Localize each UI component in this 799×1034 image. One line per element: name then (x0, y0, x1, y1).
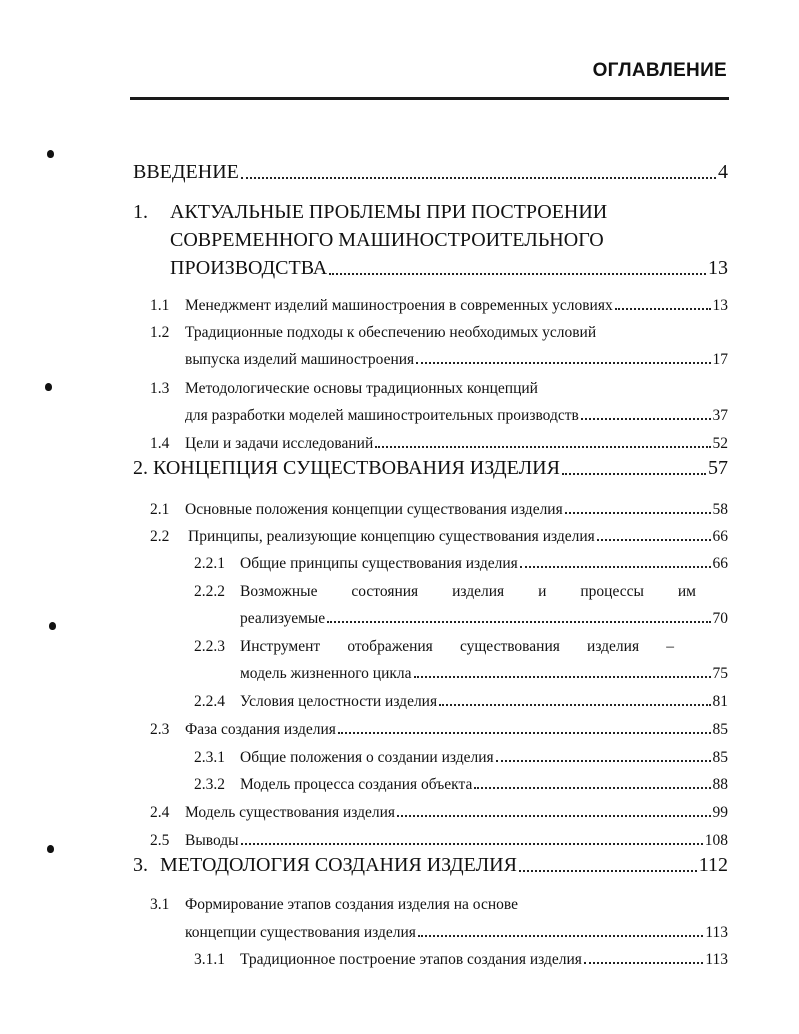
toc-entry-2-2-3-line2: модель жизненного цикла 75 (240, 665, 728, 682)
toc-entry-1-2[interactable]: 1.2 Традиционные подходы к обеспечению необходимых условий (150, 324, 597, 341)
page-number: 57 (708, 457, 728, 479)
toc-entry-2-3-2[interactable]: 2.3.2 Модель процесса создания объекта 88 (194, 776, 728, 793)
header-rule (130, 97, 729, 100)
toc-entry-2-3-1[interactable]: 2.3.1 Общие положения о создании изделия 85 (194, 749, 728, 766)
toc-entry-3-1-1[interactable]: 3.1.1 Традиционное построение этапов создания изделия 113 (194, 951, 728, 968)
page-number: 85 (712, 721, 728, 738)
page-number: 99 (712, 804, 728, 821)
toc-entry-3-1[interactable]: 3.1 Формирование этапов создания изделия на основе (150, 896, 518, 913)
page-number: 4 (718, 161, 728, 183)
margin-mark (47, 845, 54, 853)
toc-entry-1[interactable]: 1. АКТУАЛЬНЫЕ ПРОБЛЕМЫ ПРИ ПОСТРОЕНИИ (133, 201, 608, 223)
toc-entry-2-4[interactable]: 2.4 Модель существования изделия 99 (150, 804, 728, 821)
margin-mark (45, 383, 52, 391)
page-number: 58 (712, 501, 728, 518)
page-number: 17 (712, 351, 728, 368)
toc-entry-2-2-3[interactable]: 2.2.3 Инструмент отображения существования изделия – (194, 638, 674, 655)
margin-mark (49, 622, 56, 630)
toc-entry-2-2-1[interactable]: 2.2.1 Общие принципы существования изделия 66 (194, 555, 728, 572)
toc-entry-1-1[interactable]: 1.1 Менеджмент изделий машиностроения в современных условиях 13 (150, 297, 728, 314)
toc-entry-2-2[interactable]: 2.2 Принципы, реализующие концепцию существования изделия 66 (150, 528, 728, 545)
toc-entry-1-4[interactable]: 1.4 Цели и задачи исследований 52 (150, 435, 728, 452)
toc-entry-1-line3: ПРОИЗВОДСТВА 13 (170, 257, 728, 279)
page-title: ОГЛАВЛЕНИЕ (592, 60, 727, 81)
page-number: 112 (698, 854, 728, 876)
page-number: 113 (705, 951, 728, 968)
toc-entry-1-line2: СОВРЕМЕННОГО МАШИНОСТРОИТЕЛЬНОГО (170, 229, 604, 251)
toc-entry-2-1[interactable]: 2.1 Основные положения концепции существования изделия 58 (150, 501, 728, 518)
page-number: 75 (712, 665, 728, 682)
toc-entry-1-3-line2: для разработки моделей машиностроительных производств 37 (185, 407, 728, 424)
toc-entry-2-5[interactable]: 2.5 Выводы 108 (150, 832, 728, 849)
toc-entry-2-2-2-line2: реализуемые 70 (240, 610, 728, 627)
toc-entry-2-2-4[interactable]: 2.2.4 Условия целостности изделия 81 (194, 693, 728, 710)
toc-entry-2-3[interactable]: 2.3 Фаза создания изделия 85 (150, 721, 728, 738)
page-number: 13 (712, 297, 728, 314)
margin-mark (47, 150, 54, 158)
toc-entry-2-2-2[interactable]: 2.2.2 Возможные состояния изделия и процессы им (194, 583, 696, 600)
page-number: 66 (712, 555, 728, 572)
toc-entry-1-2-line2: выпуска изделий машиностроения 17 (185, 351, 728, 368)
toc-entry-intro[interactable]: ВВЕДЕНИЕ 4 (133, 161, 728, 183)
toc-entry-2[interactable]: 2. КОНЦЕПЦИЯ СУЩЕСТВОВАНИЯ ИЗДЕЛИЯ 57 (133, 457, 728, 479)
page-number: 81 (712, 693, 728, 710)
toc-entry-3[interactable]: 3. МЕТОДОЛОГИЯ СОЗДАНИЯ ИЗДЕЛИЯ 112 (133, 854, 728, 876)
page-number: 52 (712, 435, 728, 452)
page-number: 108 (704, 832, 728, 849)
toc-entry-3-1-line2: концепции существования изделия 113 (185, 924, 728, 941)
page-number: 13 (708, 257, 728, 279)
toc-entry-1-3[interactable]: 1.3 Методологические основы традиционных концепций (150, 380, 538, 397)
page-number: 113 (705, 924, 728, 941)
page-number: 88 (712, 776, 728, 793)
page-number: 66 (712, 528, 728, 545)
page-number: 37 (712, 407, 728, 424)
page-number: 85 (712, 749, 728, 766)
page-number: 70 (712, 610, 728, 627)
